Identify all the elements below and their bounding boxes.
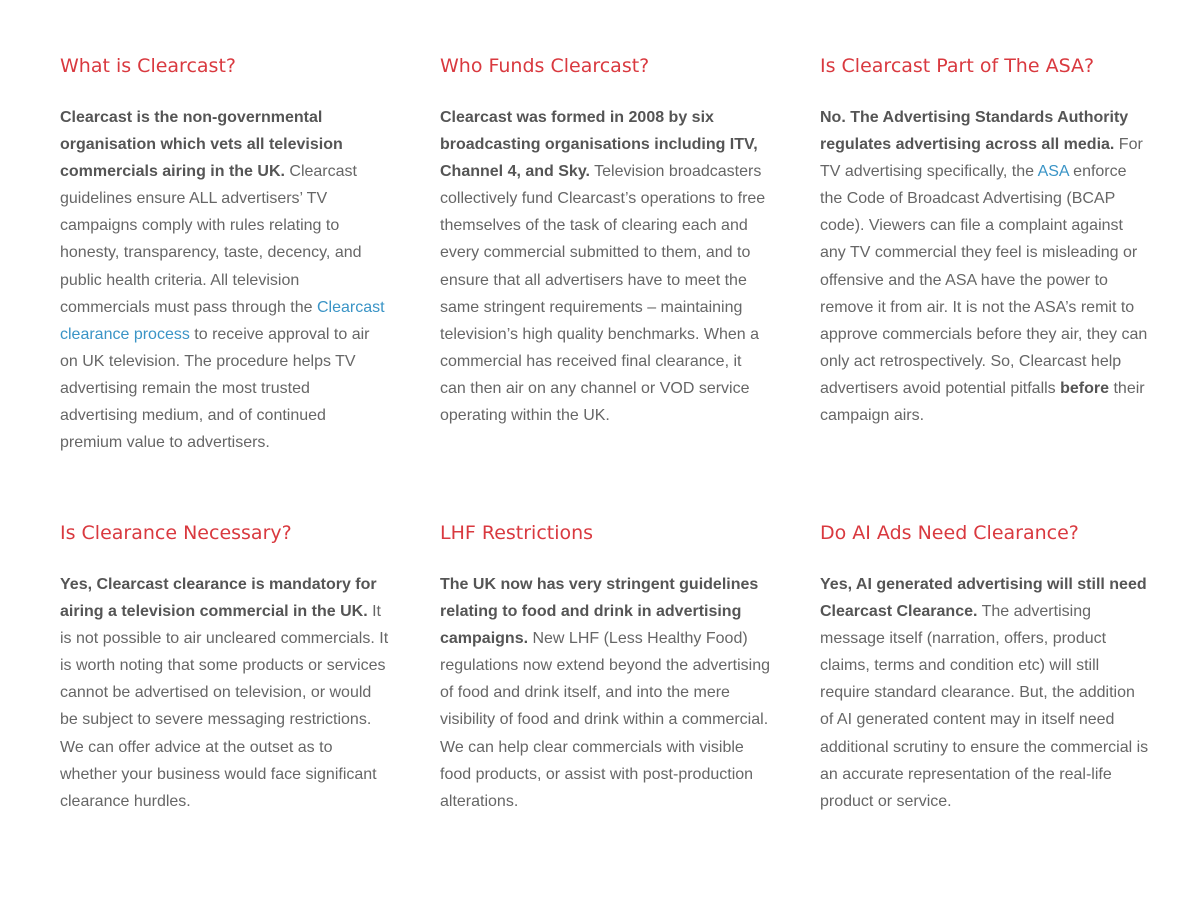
card-body <box>440 571 770 815</box>
card-body-bold: No. The Advertising Standards Authority regulates advertising across all media. <box>820 109 1129 154</box>
card-body-bold: Yes, Clearcast clearance is mandatory for airing a television commercial in the UK. <box>60 576 377 621</box>
card-body-bold: Clearcast was formed in 2008 by six broadcasting organisations including ITV, Channel 4, and Sky. <box>440 109 758 181</box>
card-body <box>820 571 1150 815</box>
card-body-text: Television broadcasters collectively fund Clearcast’s operations to free themselves of the task of clearing each and every commercial submitted to them, and to ensure that all advertisers have to meet the same stringent requirements – maintaining television’s high quality benchmarks. When a commercial has received final clearance, it can then air on any channel or VOD service operating within the UK. <box>440 163 766 425</box>
card-title: Is Clearcast Part of The ASA? <box>820 55 1095 77</box>
card-body-text: New LHF (Less Healthy Food) regulations now extend beyond the advertising of food and drink itself, and into the mere visibility of food and drink within a commercial. We can help clear commercials with visible food products, or assist with post-production alterations. <box>440 630 770 810</box>
card-who-funds-clearcast <box>440 52 770 425</box>
card-ai-ads-clearance <box>820 519 1150 810</box>
card-body-bold: The UK now has very stringent guidelines relating to food and drink in advertising campaigns. <box>440 576 759 648</box>
card-body-text: their campaign airs. <box>820 379 1145 425</box>
card-body-bold: Clearcast is the non-governmental organisation which vets all television commercials airing in the UK. <box>60 109 343 181</box>
card-body <box>820 104 1150 429</box>
card-title: Is Clearance Necessary? <box>60 522 292 544</box>
card-body-text: For TV advertising specifically, the <box>820 136 1143 181</box>
card-body-text: The advertising message itself (narration, offers, product claims, terms and condition etc) will still require standard clearance. But, the addition of AI generated content may in itself need additional scrutiny to ensure the commercial is an accurate representation of the real-life product or service. <box>820 603 1149 810</box>
card-title: What is Clearcast? <box>60 55 236 77</box>
asa-link[interactable]: ASA <box>1037 163 1069 181</box>
clearance-process-link[interactable]: Clearcast clearance process <box>60 298 385 343</box>
card-what-is-clearcast <box>60 52 390 452</box>
card-body-text: It is not possible to air uncleared commercials. It is worth noting that some products or services cannot be advertised on television, or would be subject to severe messaging restrictions. We can offer advice at the outset as to whether your business would face significant clearance hurdles. <box>60 603 389 810</box>
card-body-bold: Yes, AI generated advertising will still need Clearcast Clearance. <box>820 576 1147 621</box>
card-body-text: Clearcast guidelines ensure ALL advertisers’ TV campaigns comply with rules relating to honesty, transparency, taste, decency, and public health criteria. All television commercials must pass through the <box>60 163 362 316</box>
card-body <box>60 104 390 456</box>
card-body-bold: before <box>1060 379 1110 397</box>
card-title: Who Funds Clearcast? <box>440 55 650 77</box>
card-body-text: enforce the Code of Broadcast Advertising (BCAP code). Viewers can file a complaint against any TV commercial they feel is misleading or offensive and the ASA have the power to remove it from air. It is not the ASA’s remit to approve commercials before they air, they can only act retrospectively. So, Clearcast help advertisers avoid potential pitfalls <box>820 163 1148 397</box>
card-body <box>60 571 390 815</box>
card-title: Do AI Ads Need Clearance? <box>820 522 1079 544</box>
card-clearcast-part-of-asa <box>820 52 1150 425</box>
card-is-clearance-necessary <box>60 519 390 810</box>
card-title: LHF Restrictions <box>440 522 594 544</box>
card-body <box>440 104 770 429</box>
card-body-text: to receive approval to air on UK television. The procedure helps TV advertising remain the most trusted advertising medium, and of continued premium value to advertisers. <box>60 325 370 452</box>
card-lhf-restrictions <box>440 519 770 810</box>
